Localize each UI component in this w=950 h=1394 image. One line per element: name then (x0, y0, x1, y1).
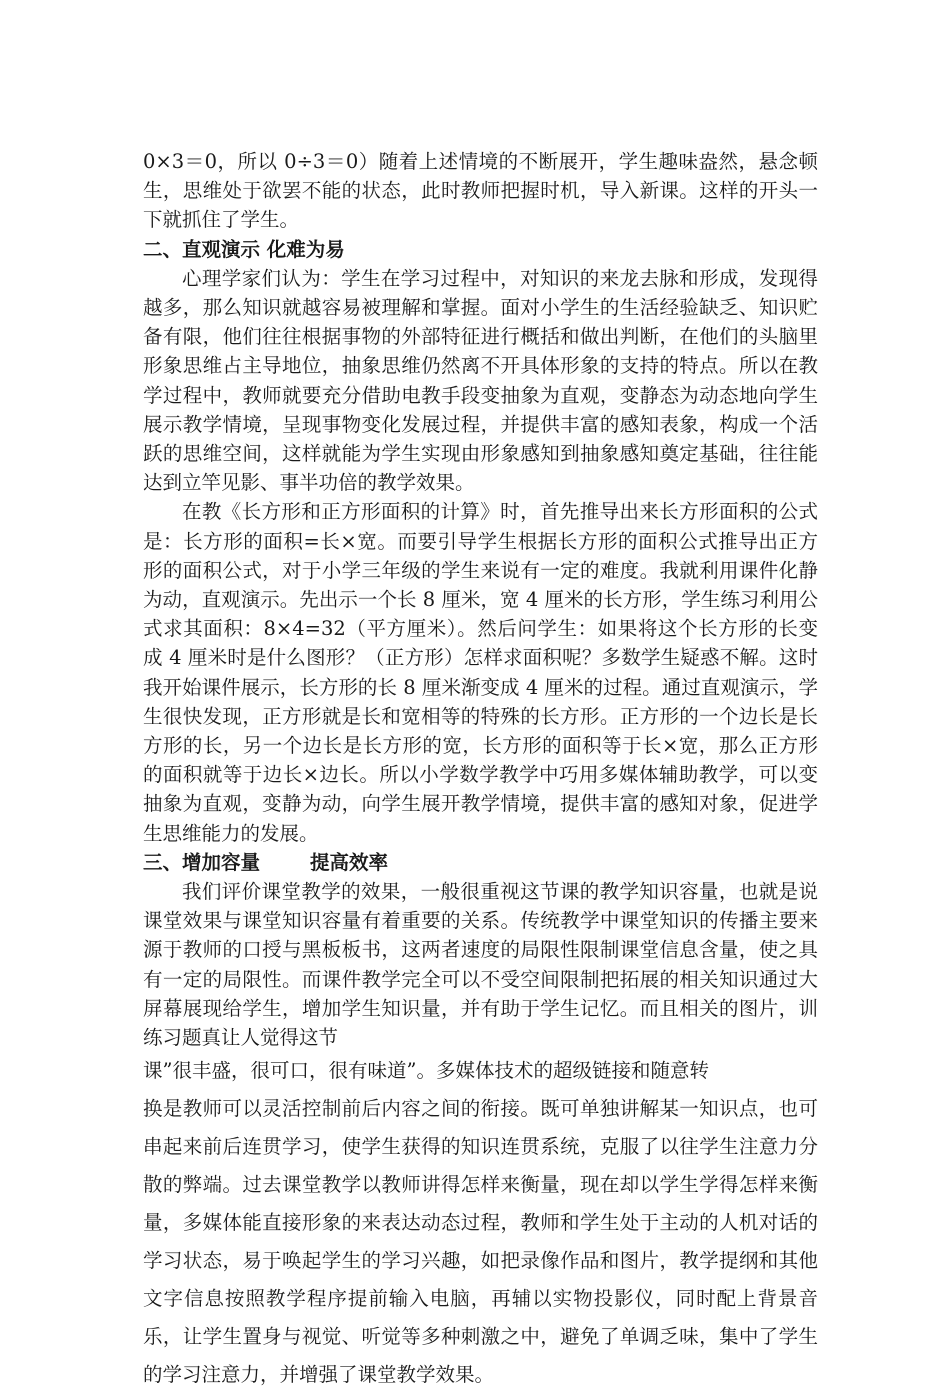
paragraph-capacity-b: 课”很丰盛，很可口，很有味道”。多媒体技术的超级链接和随意转 (143, 1059, 709, 1083)
section-heading-3-part-b: 提高效率 (310, 850, 389, 874)
section-heading-3-part-a: 三、增加容量 (143, 850, 261, 874)
document-body (143, 147, 818, 1394)
section-heading-2: 二、直观演示 化难为易 (143, 237, 345, 261)
paragraph-area-lesson: 在教《长方形和正方形面积的计算》时，首先推导出来长方形面积的公式是：长方形的面积=长×宽。而要引导学生根据长方形的面积公式推导出正方形的面积公式，对于小学三年级的学生来说有一定的难度。我就利用课件化静为动，直观演示。先出示一个长 8 厘米，宽 4 厘米的长方形，学生练习利用公式求其面积：8×4=32（平方厘米）。然后问学生：如果将这个长方形的长变成 4 厘米时是什么图形？（正方形）怎样求面积呢？多数学生疑惑不解。这时我开始课件展示，长方形的长 8 厘米渐变成 4 厘米的过程。通过直观演示，学生很快发现，正方形就是长和宽相等的特殊的长方形。正方形的一个边长是长方形的长，另一个边长是长方形的宽，长方形的面积等于长×宽，那么正方形的面积就等于边长×边长。所以小学数学教学中巧用多媒体辅助教学，可以变抽象为直观，变静为动，向学生展开教学情境，提供丰富的感知对象，促进学生思维能力的发展。 (143, 500, 818, 845)
paragraph-psychology: 心理学家们认为：学生在学习过程中，对知识的来龙去脉和形成，发现得越多，那么知识就越容易被理解和掌握。面对小学生的生活经验缺乏、知识贮备有限，他们往往根据事物的外部特征进行概括和做出判断，在他们的头脑里形象思维占主导地位，抽象思维仍然离不开具体形象的支持的特点。所以在教学过程中，教师就要充分借助电教手段变抽象为直观，变静态为动态地向学生展示教学情境，呈现事物变化发展过程，并提供丰富的感知表象，构成一个活跃的思维空间，这样就能为学生实现由形象感知到抽象感知奠定基础，往往能达到立竿见影、事半功倍的教学效果。 (143, 266, 818, 495)
section-heading-3 (143, 848, 818, 877)
paragraph-intro-end: 0×3＝0，所以 0÷3＝0）随着上述情境的不断展开，学生趣味盎然，悬念顿生，思维处于欲罢不能的状态，此时教师把握时机，导入新课。这样的开头一下就抓住了学生。 (143, 150, 818, 232)
paragraph-capacity-a: 我们评价课堂教学的效果，一般很重视这节课的教学知识容量，也就是说课堂效果与课堂知识容量有着重要的关系。传统教学中课堂知识的传播主要来源于教师的口授与黑板板书，这两者速度的局限性限制课堂信息含量，使之具有一定的局限性。而课件教学完全可以不受空间限制把拓展的相关知识通过大屏幕展现给学生，增加学生知识量，并有助于学生记忆。而且相关的图片，训练习题真让人觉得这节 (143, 880, 818, 1050)
paragraph-capacity-c: 换是教师可以灵活控制前后内容之间的衔接。既可单独讲解某一知识点，也可串起来前后连贯学习，使学生获得的知识连贯系统，克服了以往学生注意力分散的弊端。过去课堂教学以教师讲得怎样来衡量，现在却以学生学得怎样来衡量，多媒体能直接形象的来表达动态过程，教师和学生处于主动的人机对话的学习状态，易于唤起学生的学习兴趣，如把录像作品和图片，教学提纲和其他文字信息按照教学程序提前输入电脑，再辅以实物投影仪，同时配上背景音乐，让学生置身与视觉、听觉等多种刺激之中，避免了单调乏味，集中了学生的学习注意力，并增强了课堂教学效果。 (143, 1097, 818, 1387)
